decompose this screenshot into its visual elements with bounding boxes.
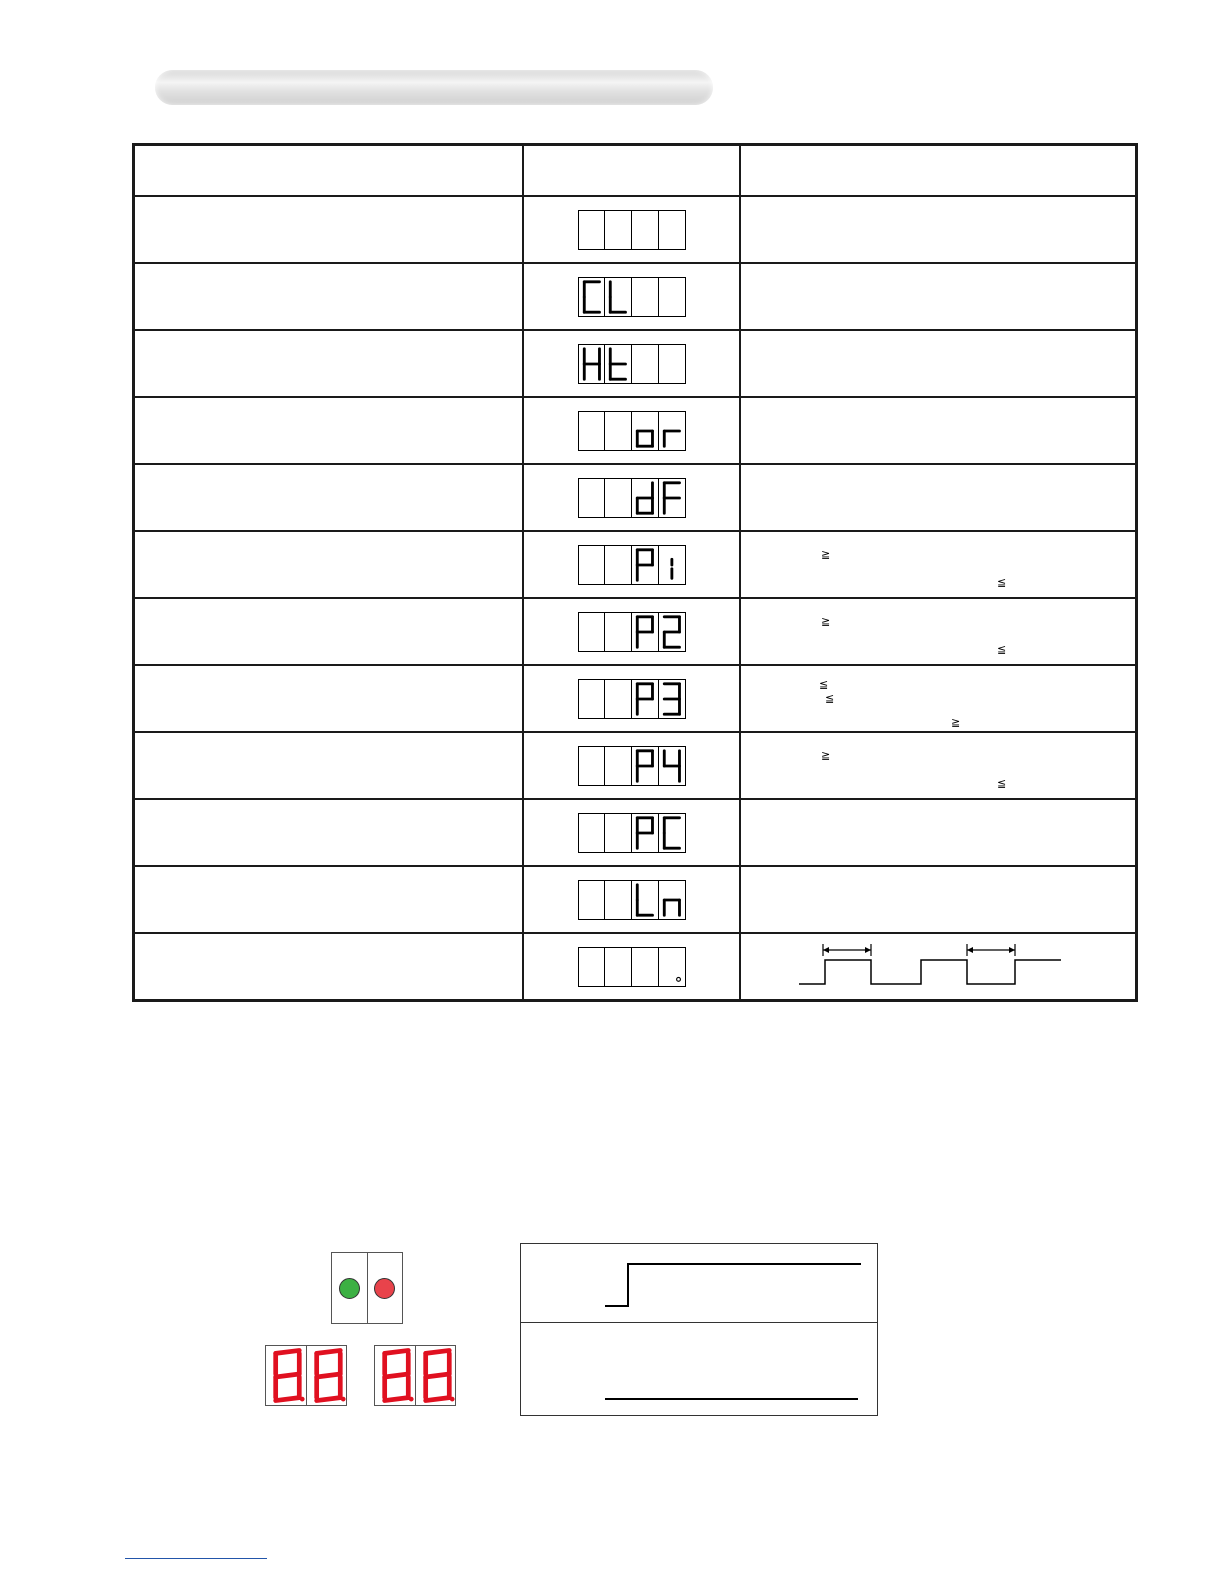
header-cell-display bbox=[523, 145, 740, 197]
display-code-cell bbox=[523, 933, 740, 1001]
display-code-cell bbox=[523, 866, 740, 933]
glyph-L bbox=[605, 278, 631, 316]
segment-display-left bbox=[265, 1345, 347, 1406]
table-row bbox=[134, 933, 1137, 1001]
lcd-digit bbox=[659, 546, 685, 584]
glyph-P bbox=[632, 814, 658, 852]
signal-step-rise bbox=[605, 1264, 861, 1306]
display-code-cell bbox=[523, 665, 740, 732]
description-cell bbox=[740, 196, 1137, 263]
description-cell bbox=[740, 263, 1137, 330]
lcd-digit bbox=[659, 278, 685, 316]
lcd-display bbox=[578, 210, 686, 250]
description-cell bbox=[740, 330, 1137, 397]
lcd-digit bbox=[659, 948, 685, 986]
lcd-digit bbox=[659, 479, 685, 517]
malfunction-cell bbox=[134, 263, 524, 330]
glyph-H bbox=[579, 345, 605, 383]
footer-link-underline bbox=[125, 1558, 267, 1559]
lcd-display bbox=[578, 746, 686, 786]
glyph-C bbox=[659, 814, 685, 852]
header-cell-malfunction bbox=[134, 145, 524, 197]
glyph-P bbox=[632, 747, 658, 785]
comparison-symbol: ≦ bbox=[819, 679, 829, 691]
lcd-digit bbox=[579, 814, 606, 852]
lcd-display bbox=[578, 277, 686, 317]
timing-diagram bbox=[520, 1243, 878, 1416]
lcd-digit bbox=[659, 211, 685, 249]
lcd-digit bbox=[579, 680, 606, 718]
lcd-display bbox=[578, 612, 686, 652]
table-row bbox=[134, 196, 1137, 263]
glyph-F bbox=[659, 479, 685, 517]
glyph-P bbox=[632, 680, 658, 718]
segment-digit-8 bbox=[307, 1346, 347, 1405]
lcd-display bbox=[578, 880, 686, 920]
lcd-display bbox=[578, 344, 686, 384]
lcd-digit bbox=[632, 747, 659, 785]
glyph-d bbox=[632, 479, 658, 517]
lcd-digit bbox=[632, 613, 659, 651]
lcd-digit bbox=[632, 546, 659, 584]
lcd-digit bbox=[659, 881, 685, 919]
lcd-digit bbox=[605, 948, 632, 986]
table-row bbox=[134, 397, 1137, 464]
description-cell bbox=[740, 933, 1137, 1001]
lcd-display bbox=[578, 679, 686, 719]
lcd-digit bbox=[659, 747, 685, 785]
display-code-cell bbox=[523, 464, 740, 531]
segment-display-right bbox=[374, 1345, 456, 1406]
lcd-digit bbox=[605, 211, 632, 249]
description-cell bbox=[740, 598, 1137, 665]
comparison-symbol: ≦ bbox=[997, 577, 1007, 589]
lcd-digit bbox=[632, 412, 659, 450]
table-row bbox=[134, 531, 1137, 598]
lcd-digit bbox=[605, 345, 632, 383]
indicator-led-panel bbox=[331, 1252, 403, 1324]
lcd-digit bbox=[579, 613, 606, 651]
lcd-digit bbox=[605, 613, 632, 651]
lcd-digit bbox=[605, 546, 632, 584]
green-led-icon bbox=[339, 1278, 360, 1299]
lcd-digit bbox=[579, 211, 606, 249]
malfunction-cell bbox=[134, 464, 524, 531]
lcd-digit bbox=[659, 345, 685, 383]
lcd-digit bbox=[579, 546, 606, 584]
display-code-cell bbox=[523, 263, 740, 330]
comparison-symbol: ≧ bbox=[821, 616, 831, 628]
description-cell bbox=[740, 799, 1137, 866]
lcd-digit bbox=[632, 345, 659, 383]
segment-digit-8 bbox=[266, 1346, 307, 1405]
table-row bbox=[134, 665, 1137, 732]
malfunction-cell bbox=[134, 196, 524, 263]
description-cell bbox=[740, 531, 1137, 598]
display-code-cell bbox=[523, 732, 740, 799]
lcd-digit bbox=[632, 680, 659, 718]
malfunction-cell bbox=[134, 598, 524, 665]
glyph-4 bbox=[659, 747, 685, 785]
header-cell-description bbox=[740, 145, 1137, 197]
timing-waveforms bbox=[521, 1244, 877, 1415]
glyph-3 bbox=[659, 680, 685, 718]
glyph-1 bbox=[659, 546, 685, 584]
glyph-n bbox=[659, 881, 685, 919]
comparison-symbol: ≧ bbox=[821, 549, 831, 561]
lcd-digit bbox=[605, 412, 632, 450]
glyph-2 bbox=[659, 613, 685, 651]
lcd-digit bbox=[659, 412, 685, 450]
description-cell bbox=[740, 464, 1137, 531]
red-digit-eight bbox=[266, 1346, 306, 1405]
glyph-t bbox=[605, 345, 631, 383]
red-led-icon bbox=[374, 1278, 395, 1299]
lcd-digit bbox=[605, 278, 632, 316]
red-digit-eight bbox=[375, 1346, 415, 1405]
malfunction-cell bbox=[134, 866, 524, 933]
table-row bbox=[134, 330, 1137, 397]
lcd-digit bbox=[605, 680, 632, 718]
glyph-dot bbox=[659, 948, 685, 986]
timing-divider bbox=[521, 1322, 877, 1323]
segment-digit-8 bbox=[416, 1346, 456, 1405]
section-title-bar bbox=[155, 70, 713, 105]
lcd-digit bbox=[579, 412, 606, 450]
glyph-P bbox=[632, 613, 658, 651]
table-row bbox=[134, 464, 1137, 531]
lcd-display bbox=[578, 545, 686, 585]
table-row bbox=[134, 732, 1137, 799]
description-cell bbox=[740, 732, 1137, 799]
malfunction-cell bbox=[134, 330, 524, 397]
lcd-digit bbox=[632, 948, 659, 986]
lcd-digit bbox=[632, 814, 659, 852]
lcd-digit bbox=[579, 948, 606, 986]
table-row bbox=[134, 263, 1137, 330]
display-code-cell bbox=[523, 397, 740, 464]
comparison-symbol: ≦ bbox=[997, 644, 1007, 656]
description-cell bbox=[740, 866, 1137, 933]
display-code-cell bbox=[523, 196, 740, 263]
lcd-digit bbox=[579, 747, 606, 785]
lcd-display bbox=[578, 478, 686, 518]
lcd-digit bbox=[579, 278, 606, 316]
malfunction-cell bbox=[134, 799, 524, 866]
comparison-symbol: ≦ bbox=[825, 693, 835, 705]
lcd-digit bbox=[632, 278, 659, 316]
lcd-digit bbox=[605, 814, 632, 852]
pulse-waveform bbox=[741, 934, 1137, 1000]
table-row bbox=[134, 799, 1137, 866]
malfunction-cell bbox=[134, 531, 524, 598]
lcd-digit bbox=[579, 345, 606, 383]
lcd-digit bbox=[659, 613, 685, 651]
malfunction-cell bbox=[134, 933, 524, 1001]
glyph-P bbox=[632, 546, 658, 584]
lcd-digit bbox=[605, 747, 632, 785]
description-cell bbox=[740, 397, 1137, 464]
display-code-cell bbox=[523, 531, 740, 598]
glyph-o bbox=[632, 412, 658, 450]
glyph-L bbox=[632, 881, 658, 919]
table-row bbox=[134, 598, 1137, 665]
glyph-r bbox=[659, 412, 685, 450]
display-code-cell bbox=[523, 598, 740, 665]
red-digit-eight bbox=[307, 1346, 347, 1405]
display-code-cell bbox=[523, 799, 740, 866]
lcd-digit bbox=[605, 479, 632, 517]
glyph-C bbox=[579, 278, 605, 316]
comparison-symbol: ≧ bbox=[951, 717, 961, 729]
lcd-digit bbox=[579, 479, 606, 517]
segment-digit-8 bbox=[375, 1346, 416, 1405]
malfunction-cell bbox=[134, 732, 524, 799]
comparison-symbol: ≦ bbox=[997, 778, 1007, 790]
lcd-display bbox=[578, 411, 686, 451]
table-header-row bbox=[134, 145, 1137, 197]
lcd-digit bbox=[632, 211, 659, 249]
error-code-table bbox=[132, 143, 1138, 1002]
display-code-cell bbox=[523, 330, 740, 397]
malfunction-cell bbox=[134, 397, 524, 464]
lcd-digit bbox=[579, 881, 606, 919]
lcd-digit bbox=[632, 881, 659, 919]
table-row bbox=[134, 866, 1137, 933]
description-cell bbox=[740, 665, 1137, 732]
lcd-digit bbox=[659, 814, 685, 852]
lcd-display bbox=[578, 813, 686, 853]
lcd-digit bbox=[605, 881, 632, 919]
lcd-digit bbox=[632, 479, 659, 517]
comparison-symbol: ≧ bbox=[821, 750, 831, 762]
lcd-display bbox=[578, 947, 686, 987]
malfunction-cell bbox=[134, 665, 524, 732]
lcd-digit bbox=[659, 680, 685, 718]
red-digit-eight bbox=[416, 1346, 456, 1405]
